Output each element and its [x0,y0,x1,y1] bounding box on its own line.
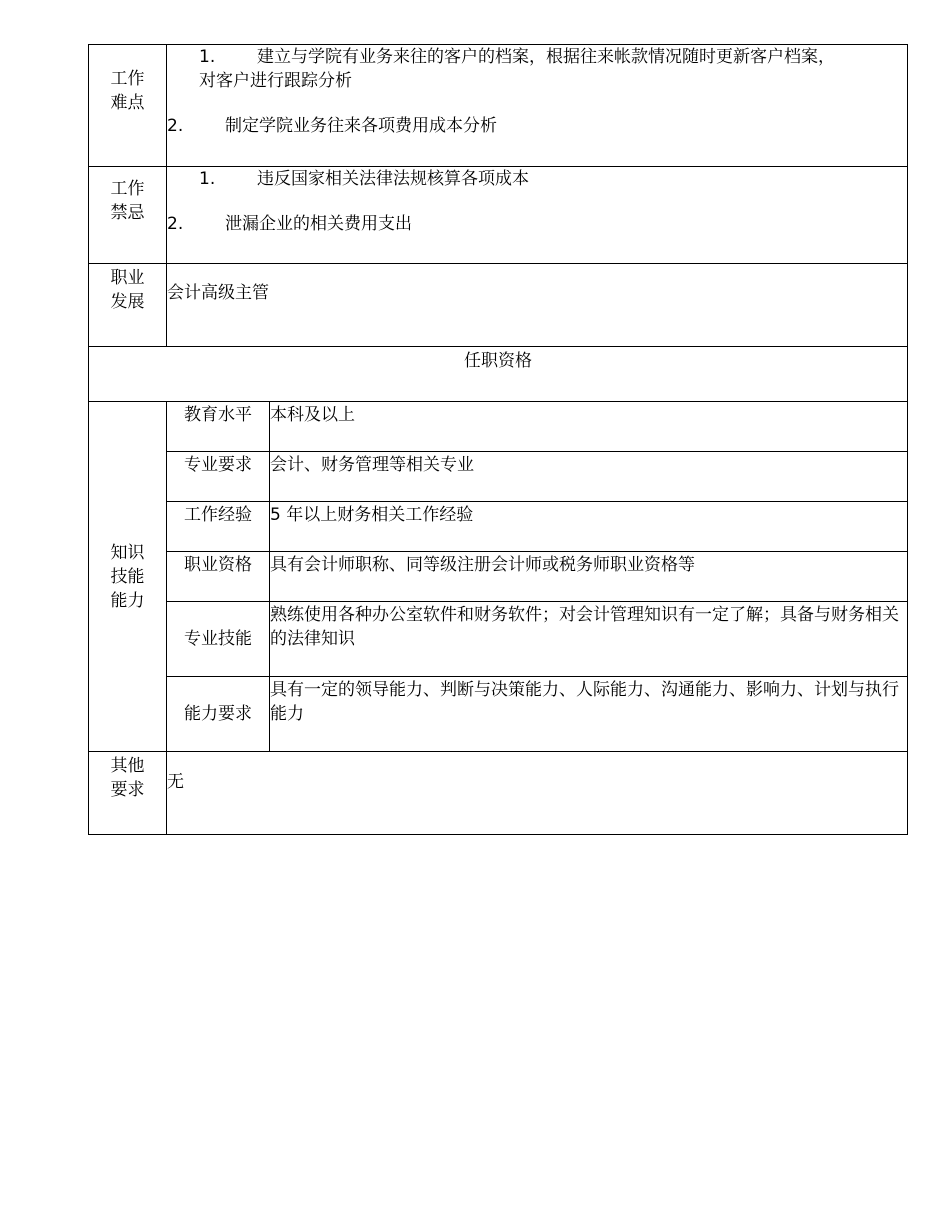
career-content: 会计高级主管 [167,264,908,347]
qual-value-ability: 具有一定的领导能力、判断与决策能力、人际能力、沟通能力、影响力、计划与执行能力 [270,677,908,752]
other-content: 无 [167,752,908,835]
knowledge-row-1 [89,402,908,452]
qual-label-ability: 能力要求 [167,677,270,752]
knowledge-row-6 [89,677,908,752]
qual-label-experience: 工作经验 [167,502,270,552]
qual-value-experience: 5 年以上财务相关工作经验 [270,502,908,552]
qual-value-skills: 熟练使用各种办公室软件和财务软件；对会计管理知识有一定了解；具备与财务相关的法律知识 [270,602,908,677]
taboo-item-2: 2. 泄漏企业的相关费用支出 [167,214,412,234]
career-label: 职业 发展 [89,264,167,347]
qual-label-certification: 职业资格 [167,552,270,602]
taboo-content [167,167,908,264]
other-row [89,752,908,835]
taboo-item-1: 1. 违反国家相关法律法规核算各项成本 [199,169,529,189]
knowledge-row-2 [89,452,908,502]
difficulty-row [89,45,908,167]
difficulty-item-2: 2. 制定学院业务往来各项费用成本分析 [167,116,497,136]
qualification-title-row [89,347,908,402]
qual-label-major: 专业要求 [167,452,270,502]
difficulty-label: 工作 难点 [89,45,167,167]
qual-label-skills: 专业技能 [167,602,270,677]
difficulty-item-1: 1. 建立与学院有业务来往的客户的档案，根据往来帐款情况随时更新客户档案， 对客户进行跟踪分析 [199,47,835,91]
knowledge-label: 知识 技能 能力 [89,402,167,752]
qual-value-certification: 具有会计师职称、同等级注册会计师或税务师职业资格等 [270,552,908,602]
taboo-label: 工作 禁忌 [89,167,167,264]
knowledge-row-3 [89,502,908,552]
difficulty-content [167,45,908,167]
qual-value-education: 本科及以上 [270,402,908,452]
career-row [89,264,908,347]
job-description-table [88,44,908,835]
qual-label-education: 教育水平 [167,402,270,452]
taboo-row [89,167,908,264]
knowledge-row-5 [89,602,908,677]
qualification-title: 任职资格 [89,347,908,402]
qual-value-major: 会计、财务管理等相关专业 [270,452,908,502]
knowledge-row-4 [89,552,908,602]
other-label: 其他 要求 [89,752,167,835]
